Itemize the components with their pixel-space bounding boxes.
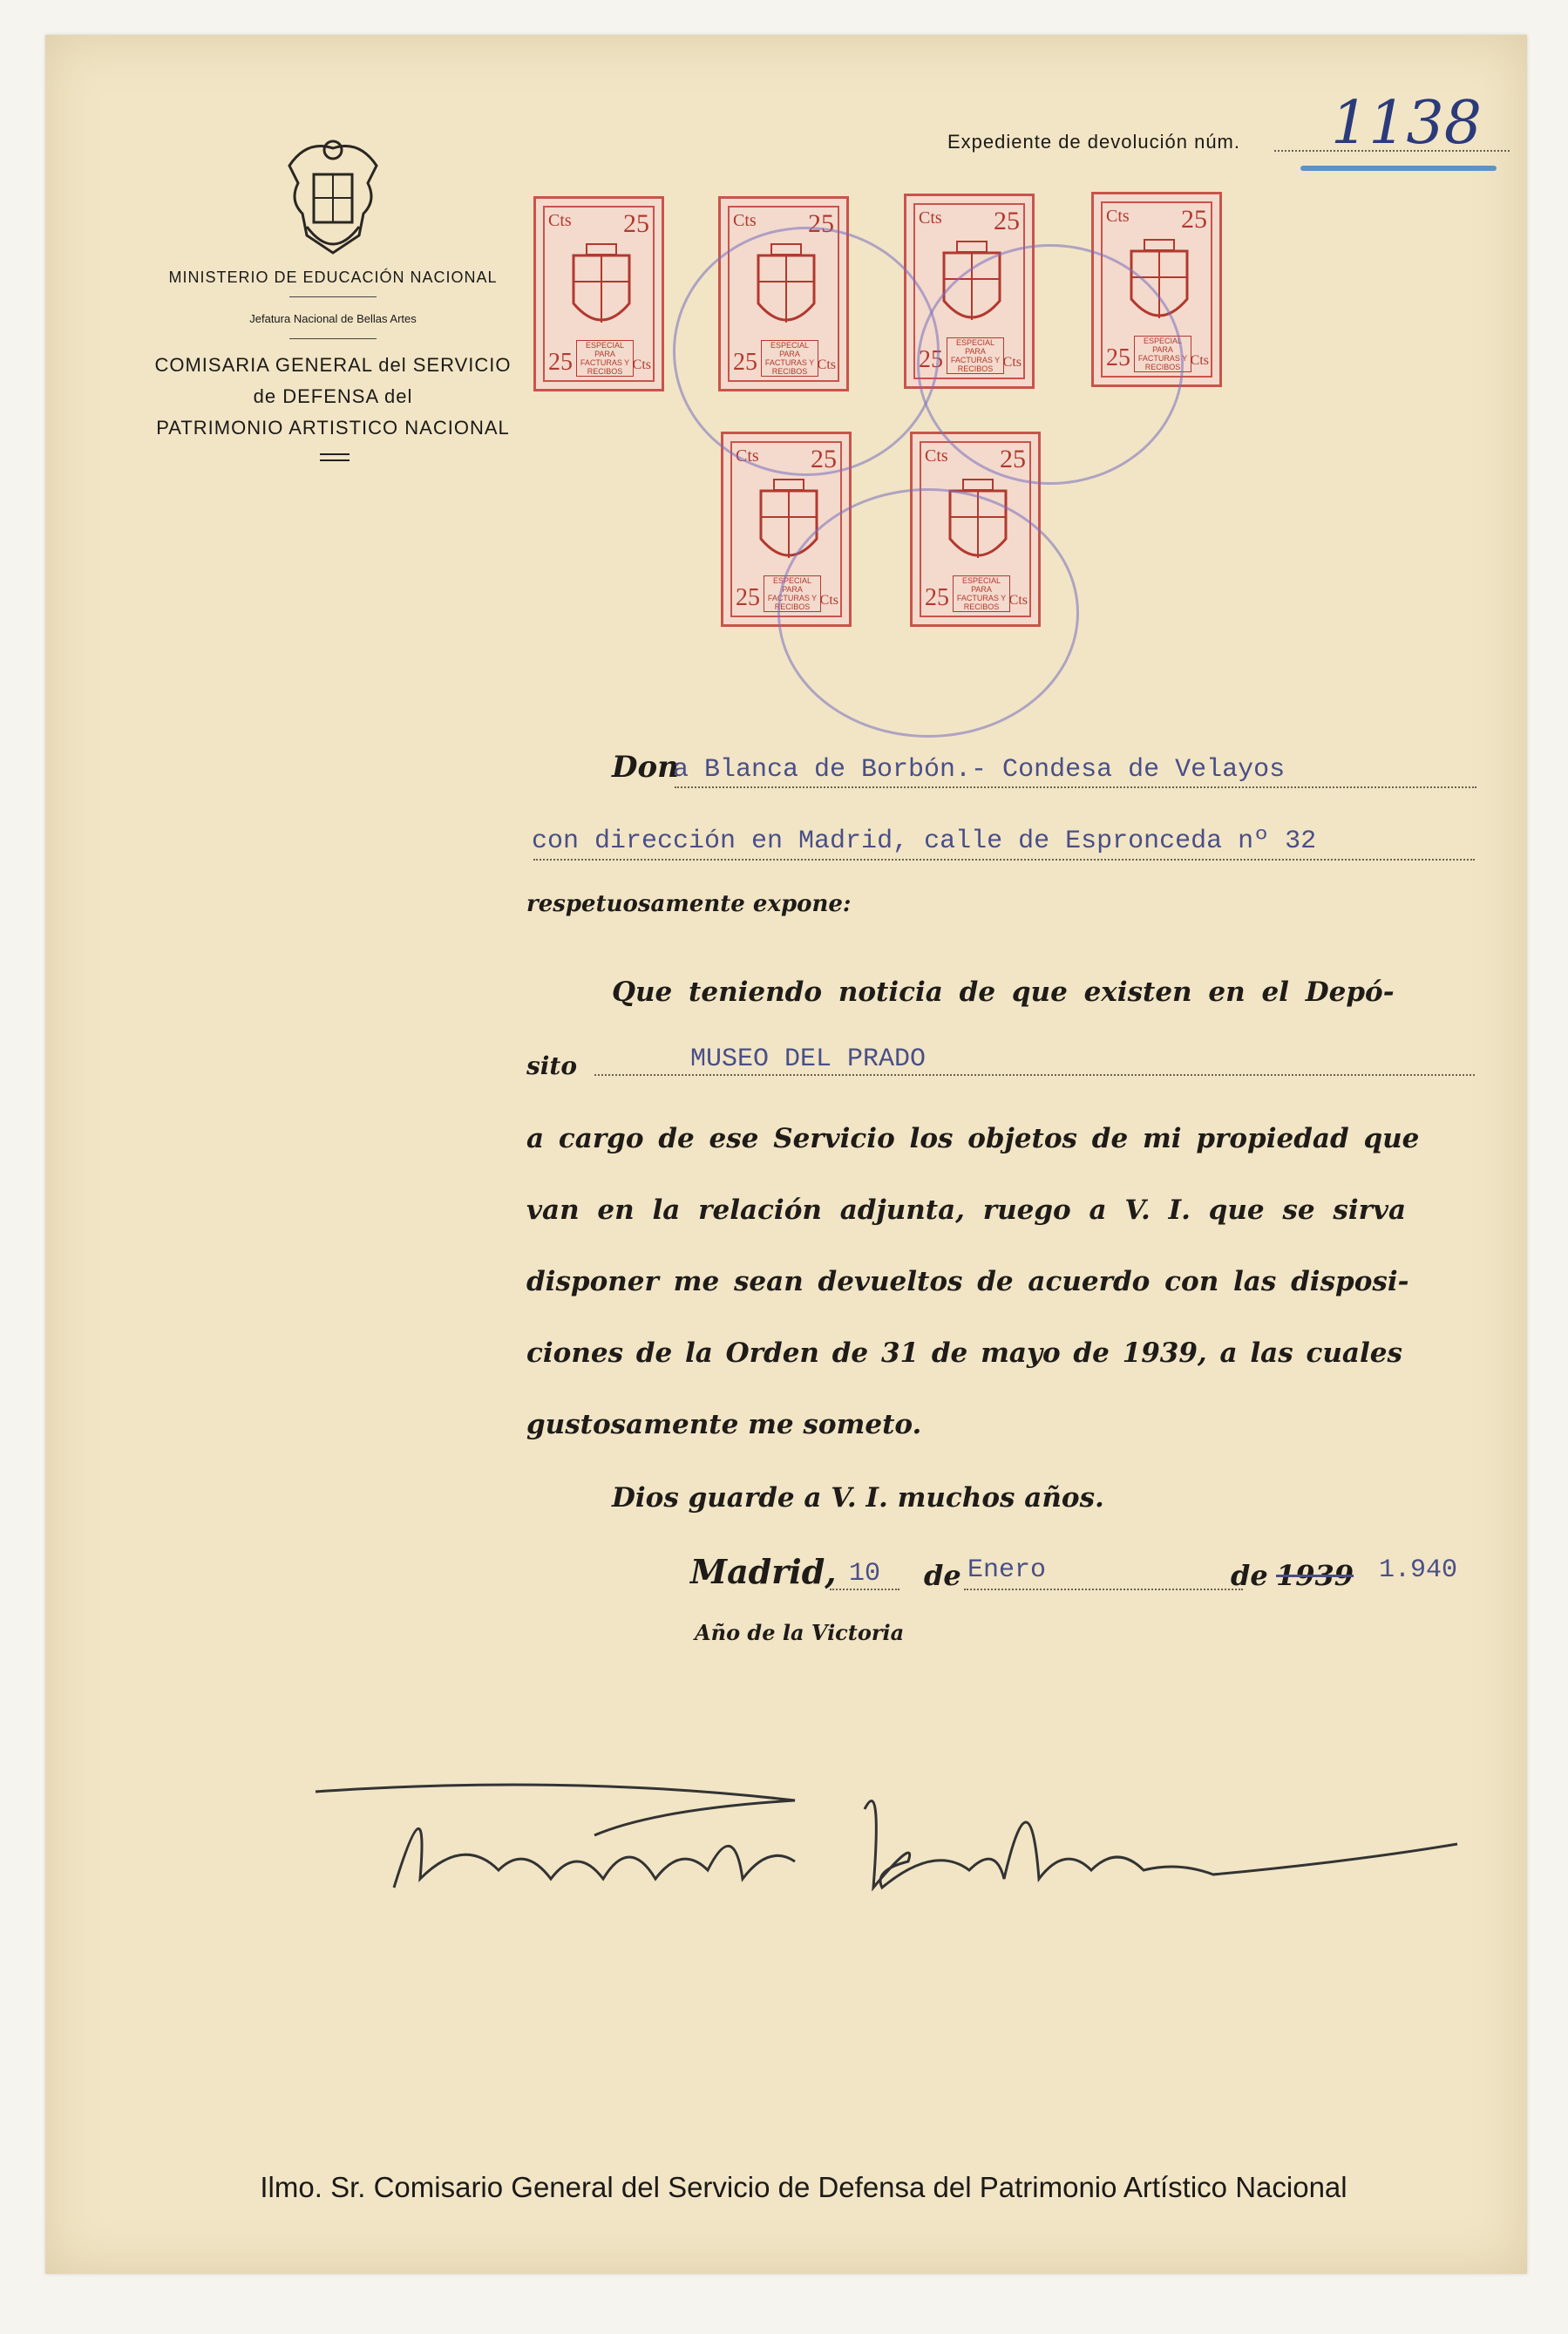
expediente-label: Expediente de devolución núm. — [947, 131, 1240, 153]
stamp-unit: Cts — [819, 593, 838, 608]
stamp-unit: Cts — [919, 208, 942, 228]
signature — [307, 1739, 1492, 1931]
divider — [289, 338, 377, 339]
footer-recipient: Ilmo. Sr. Comisario General del Servicio de Defensa del Patrimonio Artístico Nacional — [260, 2171, 1347, 2203]
stamp-unit: Cts — [925, 446, 948, 466]
stamp-value: 25 — [623, 209, 649, 238]
double-rule — [320, 453, 350, 461]
stamp-unit: Cts — [736, 446, 759, 466]
stamp-value: 25 — [808, 209, 834, 238]
ministry-heading: MINISTERIO DE EDUCACIÓN NACIONAL — [168, 269, 498, 286]
body-line-2-start: sito — [526, 1051, 578, 1080]
stamp-value: 25 — [811, 445, 837, 473]
stamp-value: 25 — [733, 349, 757, 376]
stamp-caption: ESPECIAL PARA FACTURAS Y RECIBOS — [947, 337, 1004, 374]
de-1: de — [924, 1559, 961, 1592]
stamp-shield-icon — [569, 242, 634, 338]
body-line-4: van en la relación adjunta, ruego a V. I. que se sirva — [526, 1194, 1407, 1226]
body-line-5: disponer me sean devueltos de acuerdo con las disposi- — [526, 1266, 1409, 1297]
closing-line: Dios guarde a V. I. muchos años. — [612, 1482, 1104, 1514]
stamp-unit: Cts — [1008, 593, 1028, 608]
fiscal-stamp — [533, 196, 664, 391]
stamp-value: 25 — [919, 346, 943, 373]
body-line-3: a cargo de ese Servicio los objetos de mi propiedad que — [526, 1123, 1420, 1154]
stamp-caption: ESPECIAL PARA FACTURAS Y RECIBOS — [953, 575, 1010, 612]
stamp-value: 25 — [994, 207, 1020, 235]
address-line — [533, 859, 1475, 861]
stamp-caption: ESPECIAL PARA FACTURAS Y RECIBOS — [1134, 336, 1191, 372]
postmark-stamp — [917, 244, 1184, 485]
postmark-stamp — [673, 227, 940, 476]
body-line-7: gustosamente me someto. — [526, 1409, 922, 1440]
stamp-unit: Cts — [548, 211, 572, 230]
city: Madrid, — [690, 1552, 837, 1591]
address-typed: con dirección en Madrid, calle de Espronceda nº 32 — [532, 827, 1317, 856]
document-page — [45, 35, 1527, 2274]
day-line — [830, 1589, 899, 1590]
jefatura-heading: Jefatura Nacional de Bellas Artes — [249, 312, 417, 325]
blue-pencil-mark — [1300, 166, 1497, 171]
stamp-value: 25 — [1000, 445, 1026, 473]
year-printed-struck: 1939 — [1276, 1559, 1354, 1592]
expediente-number: 1138 — [1331, 89, 1483, 158]
name-typed: a Blanca de Borbón.- Condesa de Velayos — [673, 755, 1286, 785]
ano-victoria: Año de la Victoria — [695, 1620, 905, 1645]
deposito-typed: MUSEO DEL PRADO — [690, 1045, 927, 1074]
stamp-value: 25 — [925, 584, 949, 611]
coat-of-arms-icon — [281, 131, 385, 262]
stamp-unit: Cts — [1190, 353, 1209, 368]
postmark-stamp — [777, 488, 1079, 738]
stamp-caption: ESPECIAL PARA FACTURAS Y RECIBOS — [761, 340, 818, 377]
stamp-caption: ESPECIAL PARA FACTURAS Y RECIBOS — [764, 575, 821, 612]
stamp-value: 25 — [548, 349, 573, 376]
name-line — [675, 786, 1476, 788]
don-prefix: Don — [612, 750, 679, 785]
month-line — [964, 1589, 1243, 1590]
stamp-unit: Cts — [1002, 355, 1022, 370]
year-typed: 1.940 — [1379, 1555, 1458, 1585]
stamp-unit: Cts — [632, 357, 651, 372]
deposito-line — [594, 1074, 1475, 1076]
divider — [289, 296, 377, 297]
de-2: de — [1231, 1559, 1268, 1592]
body-line-1: Que teniendo noticia de que existen en el Depó- — [612, 976, 1395, 1008]
month-typed: Enero — [967, 1555, 1047, 1585]
body-line-6: ciones de la Orden de 31 de mayo de 1939, a las cuales — [526, 1337, 1402, 1369]
stamp-unit: Cts — [817, 357, 836, 372]
stamp-unit: Cts — [733, 211, 757, 230]
comisaria-line-3: PATRIMONIO ARTISTICO NACIONAL — [156, 417, 510, 439]
expone-text: respetuosamente expone: — [526, 891, 852, 917]
stamp-value: 25 — [1106, 344, 1130, 371]
comisaria-line-1: COMISARIA GENERAL del SERVICIO — [154, 354, 512, 376]
stamp-value: 25 — [1181, 205, 1207, 234]
day-typed: 10 — [849, 1559, 881, 1589]
comisaria-line-2: de DEFENSA del — [253, 385, 413, 407]
stamp-value: 25 — [736, 584, 760, 611]
stamp-caption: ESPECIAL PARA FACTURAS Y RECIBOS — [576, 340, 634, 377]
stamp-unit: Cts — [1106, 207, 1130, 226]
